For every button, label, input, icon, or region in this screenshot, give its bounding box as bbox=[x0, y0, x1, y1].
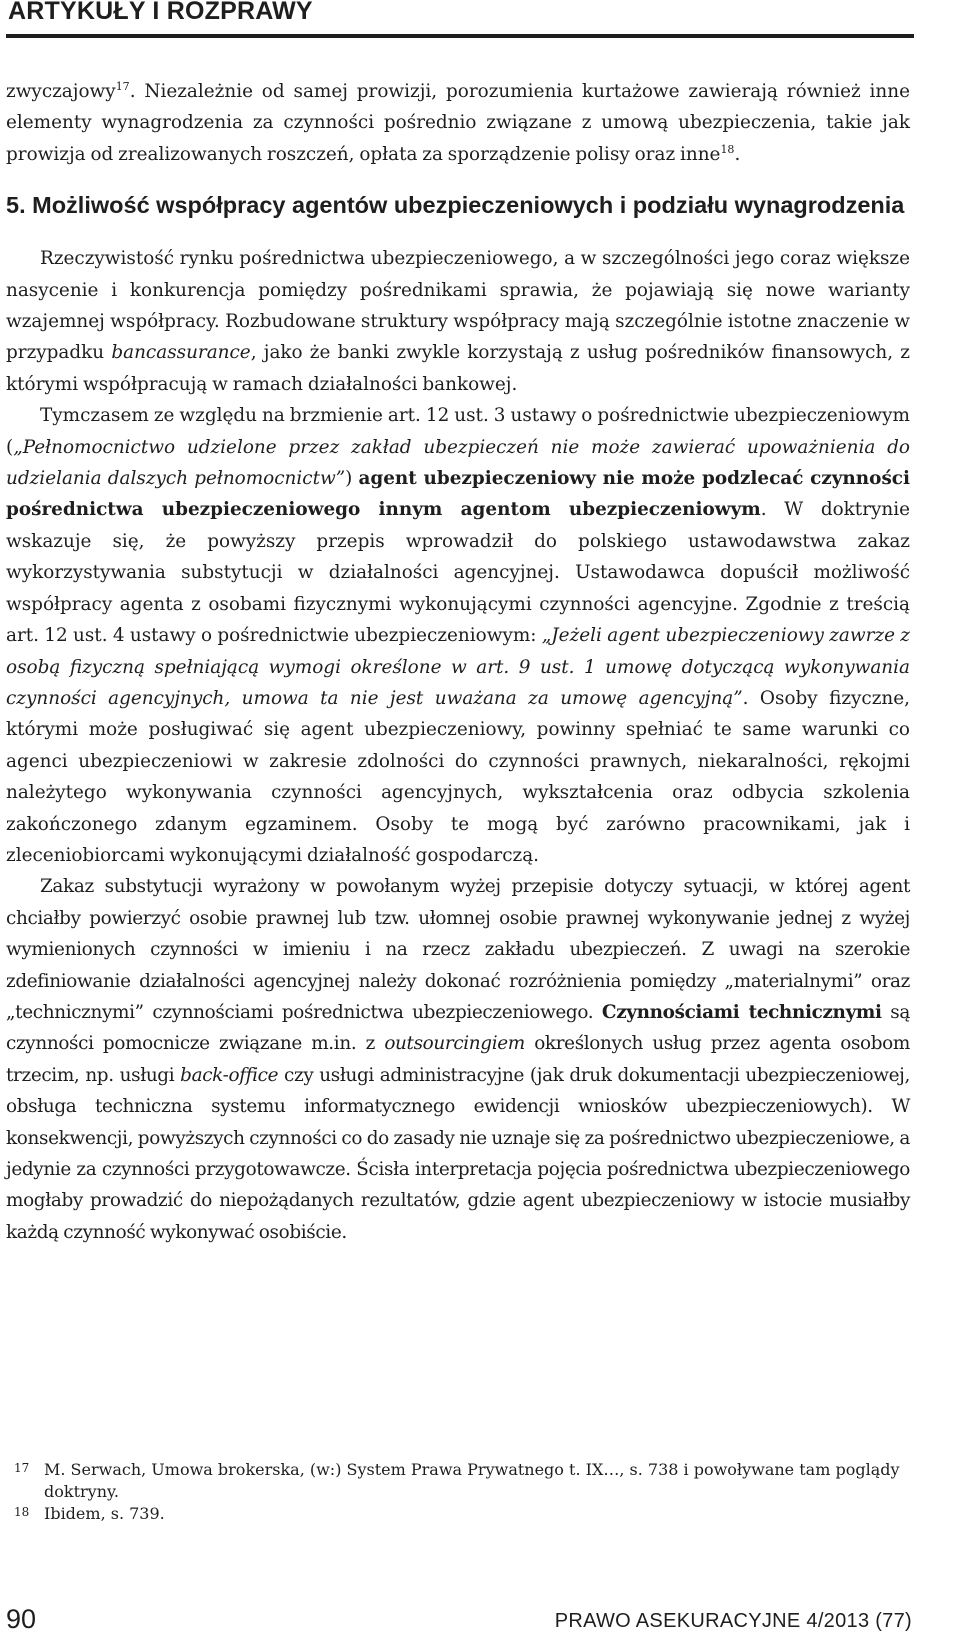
text-run: . bbox=[734, 143, 741, 165]
italic-quote: „Jeżeli agent ubezpieczeniowy zawrze z osobą fizyczną spełniającą wymogi określone w art. 9 ust. 1 umowę dotyczącą wykonywania czynności agencyjnych, umowa ta nie jest uważana za umowę agencyjną” bbox=[6, 625, 910, 709]
text-run: . Niezależnie od samej prowizji, porozumienia kurtażowe zawierają również inne elementy wynagrodzenia za czynności pośrednio związane z umową ubezpieczenia, takie jak prowizja od zrealizowanych roszczeń, opłata za sporządzenie polisy oraz inne bbox=[6, 81, 910, 165]
text-run: Rzeczywistość rynku pośrednictwa ubezpieczeniowego, a w szczególności jego coraz większe nasycenie i konkurencja pomiędzy pośrednikami sprawia, że pojawiają się nowe warianty wzajemnej współpracy. Rozbudowane struktury współpracy mają szczególnie istotne znaczenie w przypadku bbox=[6, 248, 910, 364]
page-number: 90 bbox=[6, 1604, 37, 1634]
italic-quote: „Pełnomocnictwo udzielone przez zakład ubezpieczeń nie może zawierać upoważnienia do udzielania dalszych pełnomocnictw” bbox=[6, 436, 910, 490]
header-title: ARTYKUŁY I ROZPRAWY bbox=[8, 0, 313, 25]
footnote bbox=[14, 1459, 910, 1503]
text-run: zwyczajowy bbox=[6, 81, 116, 102]
text-run: , jako że banki zwykle korzystają z usług pośredników finansowych, z którymi współpracują w ramach działalności bankowej. bbox=[6, 342, 910, 395]
italic-term: outsourcingiem bbox=[384, 1033, 525, 1055]
italic-term: bancassurance bbox=[111, 342, 251, 364]
running-footer bbox=[6, 1604, 912, 1640]
bold-emphasis: agent ubezpieczeniowy nie może podzlecać czynności pośrednictwa ubezpieczeniowego innym agentom ubezpieczeniowym bbox=[6, 468, 910, 521]
paragraph bbox=[6, 400, 910, 871]
text-run: Tymczasem ze względu na brzmienie art. 12 ust. 3 ustawy o pośrednictwie ubezpieczeniowym ( bbox=[6, 405, 910, 458]
footnotes bbox=[14, 1459, 910, 1525]
footnote bbox=[14, 1503, 910, 1525]
footnote-number: 18 bbox=[14, 1505, 30, 1519]
footnote-ref-17: 17 bbox=[115, 79, 130, 93]
text-run: są czynności pomocnicze związane m.in. z bbox=[6, 1001, 911, 1055]
text-run: . W doktrynie wskazuje się, że powyższy przepis wprowadził do polskiego ustawodawstwa zakaz wykorzystywania substytucji w działalności agencyjnej. Ustawodawca dopuścił możliwość współpracy agenta z osobami fizycznymi wykonującymi czynności agencyjne. Zgodnie z treścią art. 12 ust. 4 ustawy o pośrednictwie ubezpieczeniowym: bbox=[6, 499, 910, 647]
journal-title: PRAWO ASEKURACYJNE 4/2013 (77) bbox=[554, 1610, 912, 1632]
text-run: Zakaz substytucji wyrażony w powołanym wyżej przepisie dotyczy sytuacji, w której agent chciałby powierzyć osobie prawnej lub tzw. ułomnej osobie prawnej wykonywanie jednej z wyżej wymienionych czynności w imieniu i na rzecz zakładu ubezpieczeń. Z uwagi na szerokie zdefiniowanie działalności agencyjnej należy dokonać rozróżnienia pomiędzy „materialnymi” oraz „technicznymi” czynnościami pośrednictwa ubezpieczeniowego. bbox=[6, 876, 910, 1023]
paragraph-intro bbox=[6, 76, 910, 170]
italic-term: back-office bbox=[180, 1064, 279, 1086]
paragraph bbox=[6, 243, 910, 400]
bold-emphasis: Czynnościami technicznymi bbox=[601, 1001, 882, 1023]
footnote-text: Ibidem, s. 739. bbox=[44, 1504, 165, 1523]
text-run: ) bbox=[345, 468, 359, 490]
footnote-text: M. Serwach, Umowa brokerska, (w:) System Prawa Prywatnego t. IX…, s. 738 i powoływane tam poglądy doktryny. bbox=[44, 1460, 900, 1501]
footnote-number: 17 bbox=[14, 1461, 30, 1475]
text-run: określonych usług przez agenta osobom trzecim, np. usługi bbox=[6, 1033, 910, 1086]
running-header bbox=[6, 0, 914, 38]
section-heading: 5. Możliwość współpracy agentów ubezpieczeniowych i podziału wynagrodzenia bbox=[6, 192, 905, 219]
text-run: czy usługi administracyjne (jak druk dokumentacji ubezpieczeniowej, obsługa techniczna systemu informatycznego ewidencji wniosków ubezpieczeniowych). W konsekwencji, powyższych czynności co do zasady nie uznaje się za pośrednictwo ubezpieczeniowe, a jedynie za czynności przygotowawcze. Ścisła interpretacja pojęcia pośrednictwa ubezpieczeniowego mogłaby prowadzić do niepożądanych rezultatów, gdzie agent ubezpieczeniowy w istocie musiałby każdą czynność wykonywać osobiście. bbox=[6, 1064, 910, 1243]
text-run: . Osoby fizyczne, którymi może posługiwać się agent ubezpieczeniowy, powinny spełniać te same warunki co agenci ubezpieczeniowi w zakresie zdolności do czynności prawnych, niekaralności, rękojmi należytego wykonywania czynności agencyjnych, wykształcenia oraz odbycia szkolenia zakończonego zdanym egzaminem. Osoby te mogą być zarówno pracownikami, jak i zleceniobiorcami wykonującymi działalność gospodarczą. bbox=[6, 687, 910, 866]
footnote-ref-18: 18 bbox=[720, 142, 735, 156]
article-body bbox=[6, 76, 910, 1248]
paragraph bbox=[6, 871, 910, 1248]
